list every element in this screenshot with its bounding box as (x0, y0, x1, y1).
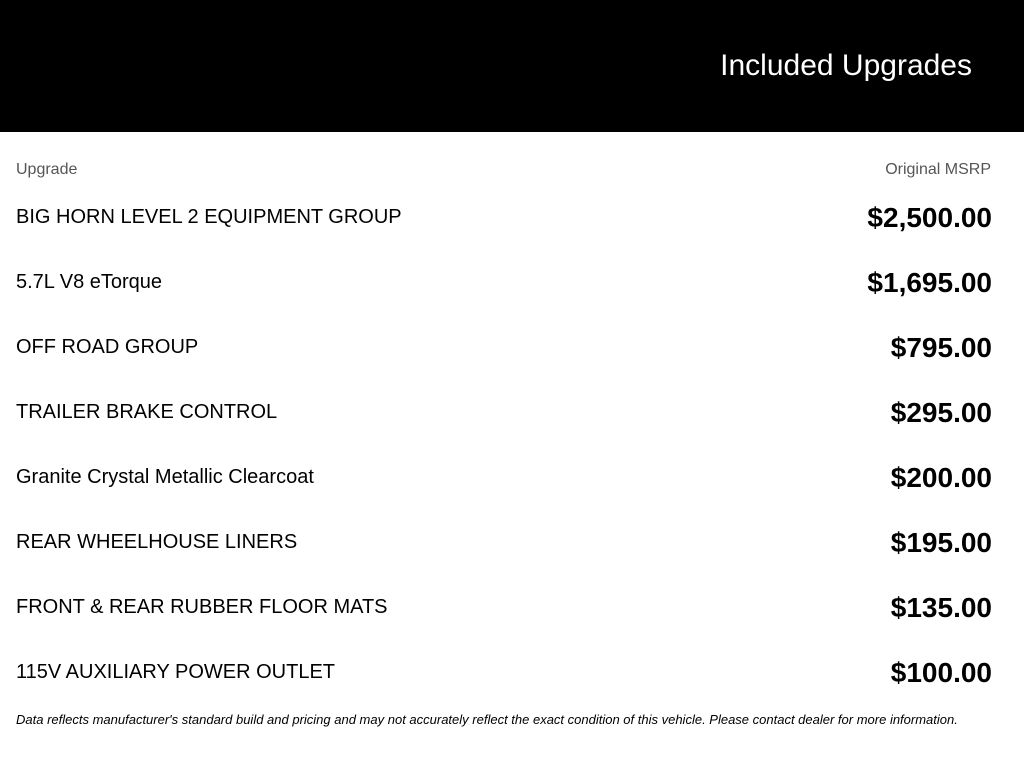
upgrade-name: TRAILER BRAKE CONTROL (16, 401, 278, 423)
column-header-upgrade: Upgrade (16, 161, 78, 178)
upgrade-row (16, 510, 992, 575)
upgrade-row (16, 315, 992, 380)
column-header-msrp: Original MSRP (885, 161, 991, 178)
upgrade-name: REAR WHEELHOUSE LINERS (16, 531, 298, 553)
upgrade-name: Granite Crystal Metallic Clearcoat (16, 466, 314, 488)
upgrade-name: BIG HORN LEVEL 2 EQUIPMENT GROUP (16, 206, 402, 228)
upgrade-price: $795.00 (890, 331, 992, 363)
upgrade-price: $135.00 (890, 591, 992, 623)
upgrade-price: $2,500.00 (867, 201, 992, 233)
upgrades-list (16, 185, 992, 705)
upgrade-row (16, 380, 992, 445)
disclaimer-text: Data reflects manufacturer's standard build and pricing and may not accurately reflect the exact condition of this vehicle. Please contact dealer for more information. (16, 712, 958, 727)
upgrade-row (16, 445, 992, 510)
page-header (0, 0, 1024, 132)
upgrade-row (16, 250, 992, 315)
upgrade-name: 115V AUXILIARY POWER OUTLET (16, 661, 336, 683)
column-headers (16, 160, 991, 180)
upgrade-price: $295.00 (890, 396, 992, 428)
upgrade-name: OFF ROAD GROUP (16, 336, 199, 358)
page-title: Included Upgrades (720, 49, 972, 82)
upgrade-name: 5.7L V8 eTorque (16, 271, 163, 293)
upgrade-price: $1,695.00 (867, 266, 992, 298)
upgrade-price: $195.00 (890, 526, 992, 558)
upgrade-name: FRONT & REAR RUBBER FLOOR MATS (16, 596, 388, 618)
upgrade-price: $100.00 (890, 656, 992, 688)
upgrade-row (16, 640, 992, 705)
upgrade-row (16, 185, 992, 250)
upgrade-row (16, 575, 992, 640)
upgrade-price: $200.00 (890, 461, 992, 493)
